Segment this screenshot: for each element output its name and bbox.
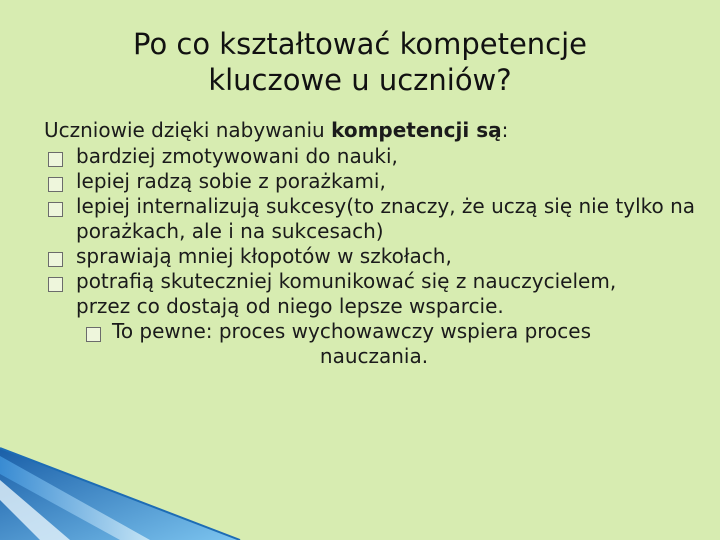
list-item: [46, 169, 706, 194]
title-line-1: Po co kształtować kompetencje: [132, 27, 588, 61]
sub-list-item: [46, 319, 706, 369]
list-item: [46, 244, 706, 269]
checkbox-square-icon: [48, 177, 63, 192]
checkbox-square-icon: [86, 327, 101, 342]
checkbox-square-icon: [48, 202, 63, 217]
list-item-text: lepiej radzą sobie z porażkami,: [76, 169, 386, 193]
list-item-text: sprawiają mniej kłopotów w szkołach,: [76, 244, 452, 268]
sub-item-line-2: nauczania.: [319, 344, 429, 368]
intro-suffix: :: [501, 118, 509, 142]
intro-prefix: Uczniowie dzięki nabywaniu: [44, 118, 332, 142]
decorative-wave: [0, 430, 720, 540]
list-item-text: bardziej zmotywowani do nauki,: [76, 144, 398, 168]
intro-text: [44, 117, 508, 143]
checkbox-square-icon: [48, 252, 63, 267]
slide-title: [0, 26, 720, 98]
list-item-text: potrafią skuteczniej komunikować się z nauczycielem, przez co dostają od niego lepsze wsparcie.: [76, 269, 617, 318]
checkbox-square-icon: [48, 277, 63, 292]
list-item-text: lepiej internalizują sukcesy(to znaczy, że uczą się nie tylko na porażkach, ale i na sukcesach): [76, 194, 696, 243]
list-item: [46, 194, 706, 244]
sub-item-line-1: To pewne: proces wychowawczy wspiera proces: [112, 319, 592, 343]
checkbox-square-icon: [48, 152, 63, 167]
bullet-list: [46, 144, 706, 369]
list-item: [46, 144, 706, 169]
list-item: [46, 269, 706, 319]
intro-bold: kompetencji są: [331, 118, 502, 142]
title-line-2: kluczowe u uczniów?: [208, 63, 512, 97]
